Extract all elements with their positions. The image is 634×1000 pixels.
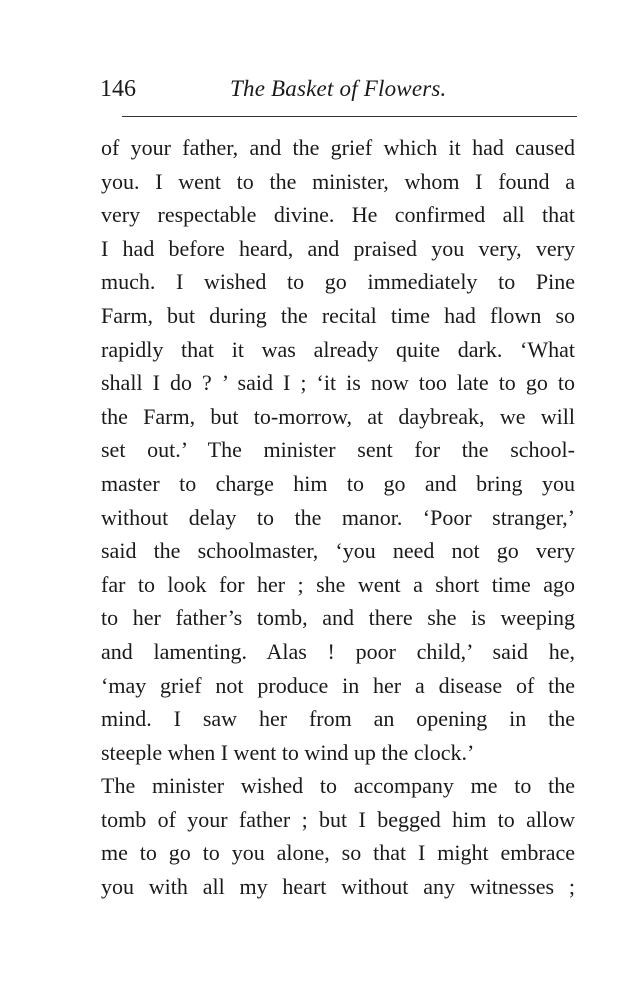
text-line: much. I wished to go immediately to Pine [101, 269, 575, 295]
text-line: you. I went to the minister, whom I found a [101, 168, 575, 194]
page-number: 146 [100, 76, 136, 102]
text-line: tomb of your father ; but I begged him to allow [101, 806, 575, 832]
text-line: shall I do ? ’ said I ; ‘it is now too late to go to [101, 370, 575, 396]
text-line: master to charge him to go and bring you [101, 470, 575, 496]
text-line: you with all my heart without any witnesses ; [101, 874, 575, 900]
text-line: rapidly that it was already quite dark. ‘What [101, 336, 575, 362]
running-title: The Basket of Flowers. [230, 76, 447, 101]
text-line: The minister wished to accompany me to the [101, 773, 575, 799]
text-line: ‘may grief not produce in her a disease of the [101, 672, 575, 698]
text-line: and lamenting. Alas ! poor child,’ said he, [101, 638, 575, 664]
text-line: me to go to you alone, so that I might embrace [101, 840, 575, 866]
text-line: to her father’s tomb, and there she is weeping [101, 605, 575, 631]
running-head [100, 74, 574, 104]
text-line: steeple when I went to wind up the clock.’ [101, 739, 475, 765]
text-line: mind. I saw her from an opening in the [101, 706, 575, 732]
text-line: I had before heard, and praised you very, very [101, 235, 575, 261]
header-rule [122, 116, 577, 117]
text-line: without delay to the manor. ‘Poor stranger,’ [101, 504, 575, 530]
text-line: of your father, and the grief which it had caused [101, 135, 575, 160]
text-line: far to look for her ; she went a short time ago [101, 571, 575, 597]
text-line: the Farm, but to-morrow, at daybreak, we will [101, 403, 575, 429]
text-line: Farm, but during the recital time had flown so [101, 302, 575, 328]
text-line: very respectable divine. He confirmed all that [101, 202, 575, 228]
text-line: set out.’ The minister sent for the school- [101, 437, 575, 463]
body-text [101, 131, 575, 904]
text-line: said the schoolmaster, ‘you need not go very [101, 538, 575, 564]
